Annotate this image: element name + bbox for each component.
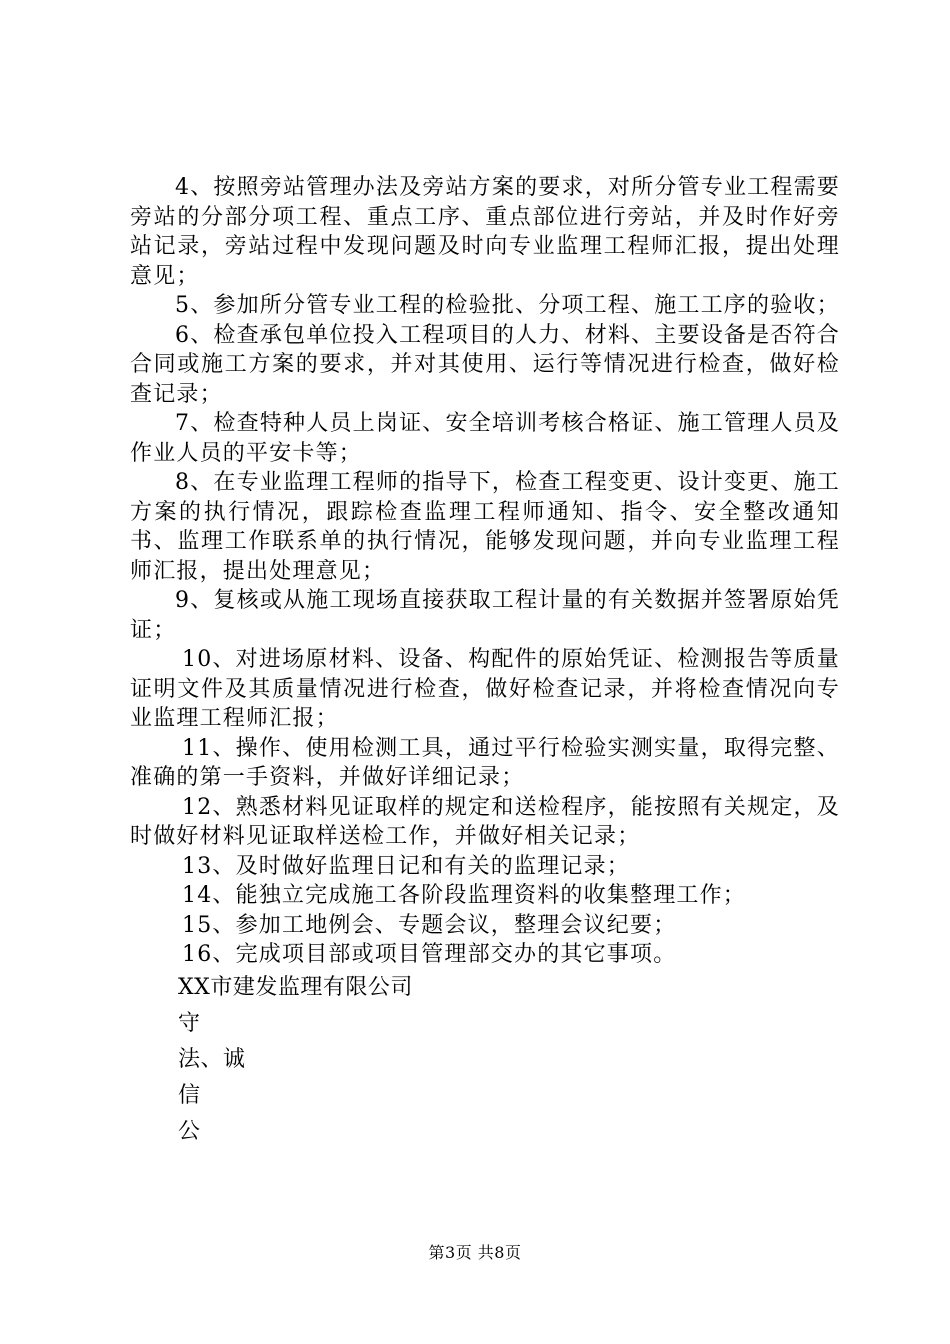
paragraph-item-16: 16、完成项目部或项目管理部交办的其它事项。 (182, 942, 677, 967)
paragraph-item-8: 8、在专业监理工程师的指导下，检查工程变更、设计变更、施工方案的执行情况，跟踪检查监理工程师通知、指令、安全整改通知书、监理工作联系单的执行情况，能够发现问题，并向专业监理工程师汇报，提出处理意见； (130, 470, 840, 584)
motto-line-2: 法、诚 (178, 1046, 246, 1072)
company-name: XX市建发监理有限公司 (178, 974, 413, 1000)
paragraph-item-15: 15、参加工地例会、专题会议，整理会议纪要； (182, 912, 677, 938)
paragraph-item-7: 7、检查特种人员上岗证、安全培训考核合格证、施工管理人员及作业人员的平安卡等； (130, 411, 840, 466)
paragraph-item-12: 12、熟悉材料见证取样的规定和送检程序，能按照有关规定，及时做好材料见证取样送检工作，并做好相关记录； (130, 794, 840, 849)
motto-line-4: 公 (178, 1118, 201, 1144)
page-number-footer: 第3页 共8页 (428, 1243, 522, 1262)
document-body (130, 173, 840, 1150)
paragraph-item-9: 9、复核或从施工现场直接获取工程计量的有关数据并签署原始凭证； (130, 588, 840, 643)
paragraph-item-13: 13、及时做好监理日记和有关的监理记录； (182, 853, 630, 879)
motto-line-1: 守 (178, 1010, 201, 1036)
paragraph-item-14: 14、能独立完成施工各阶段监理资料的收集整理工作； (182, 883, 746, 908)
paragraph-item-4: 4、按照旁站管理办法及旁站方案的要求，对所分管专业工程需要旁站的分部分项工程、重点工序、重点部位进行旁站，并及时作好旁站记录，旁站过程中发现问题及时向专业监理工程师汇报，提出处理意见； (130, 175, 840, 289)
paragraph-item-10: 10、对进场原材料、设备、构配件的原始凭证、检测报告等质量证明文件及其质量情况进行检查，做好检查记录，并将检查情况向专业监理工程师汇报； (130, 647, 840, 731)
paragraph-item-5: 5、参加所分管专业工程的检验批、分项工程、施工工序的验收； (175, 293, 840, 318)
paragraph-item-11: 11、操作、使用检测工具，通过平行检验实测实量，取得完整、准确的第一手资料，并做好详细记录； (130, 735, 840, 790)
motto-line-3: 信 (178, 1082, 201, 1108)
paragraph-item-6: 6、检查承包单位投入工程项目的人力、材料、主要设备是否符合合同或施工方案的要求，并对其使用、运行等情况进行检查，做好检查记录； (130, 322, 840, 407)
